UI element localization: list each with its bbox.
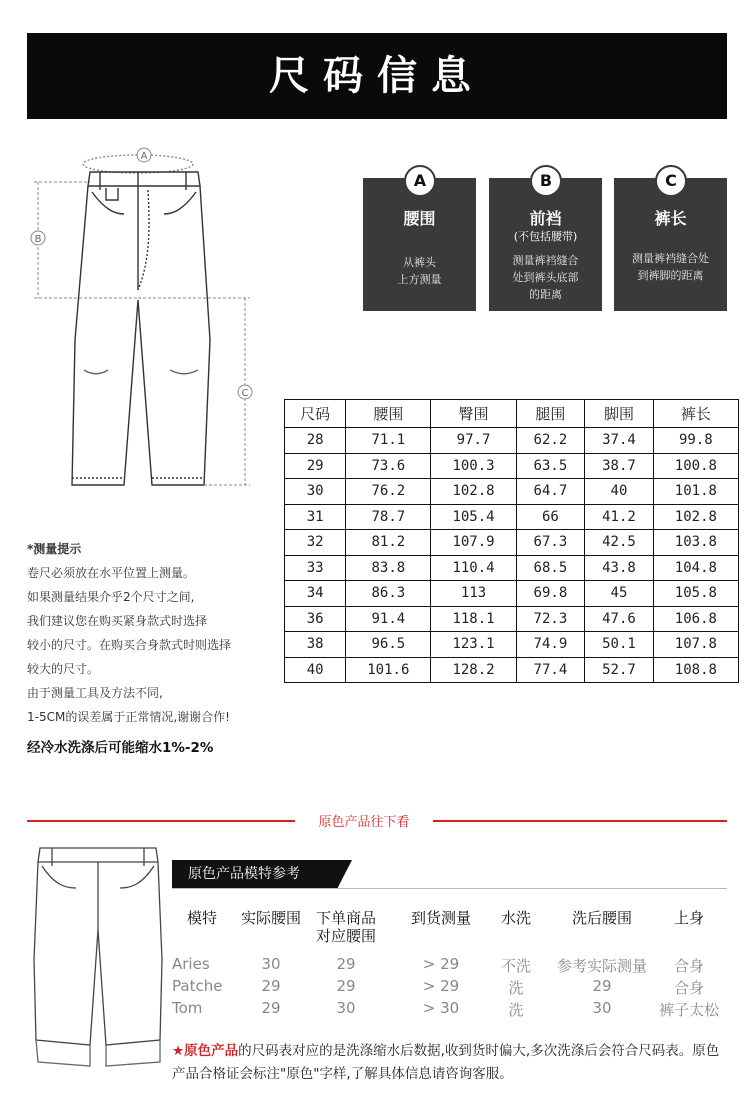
- size-row: [285, 428, 739, 454]
- size-cell: 71.1: [346, 428, 431, 454]
- size-row: [285, 453, 739, 479]
- model-ref-cell: 30: [592, 999, 612, 1017]
- measure-desc: 测量裤裆缝合处 到裤脚的距离: [632, 252, 709, 282]
- model-ref-cell: Tom: [172, 999, 203, 1017]
- label-b: B: [34, 234, 42, 245]
- col-size: 尺码: [285, 400, 346, 428]
- size-cell: 43.8: [585, 555, 654, 581]
- size-row: [285, 555, 739, 581]
- tip-line: 卷尺必须放在水平位置上测量。: [27, 566, 196, 580]
- size-cell: 105.8: [653, 581, 738, 607]
- tip-line: 较小的尺寸。在购买合身款式时则选择: [27, 638, 232, 652]
- size-cell: 107.9: [431, 530, 516, 556]
- size-cell: 83.8: [346, 555, 431, 581]
- size-cell: 123.1: [431, 632, 516, 658]
- size-cell: 100.8: [653, 453, 738, 479]
- tip-line: 较大的尺寸。: [27, 662, 100, 676]
- model-ref-title: 原色产品模特参考: [188, 866, 300, 882]
- model-ref-cell: 洗: [508, 979, 524, 997]
- raw-denim-jeans-sketch: [28, 840, 168, 1070]
- model-ref-cell: Aries: [172, 955, 210, 973]
- size-cell: 38: [285, 632, 346, 658]
- model-ref-cell: 29: [261, 977, 281, 995]
- size-cell: 73.6: [346, 453, 431, 479]
- measure-title: 裤长: [654, 209, 687, 228]
- model-ref-cell: 30: [261, 955, 281, 973]
- measure-title: 前裆: [529, 209, 562, 228]
- size-cell: 66: [516, 504, 585, 530]
- size-cell: 76.2: [346, 479, 431, 505]
- model-ref-header: 上身: [673, 909, 704, 927]
- page-title: 尺码信息: [269, 53, 485, 99]
- model-ref-cell: 29: [592, 977, 612, 995]
- model-ref-cell: 29: [336, 977, 356, 995]
- shrink-note: 经冷水洗涤后可能缩水1%-2%: [27, 740, 214, 756]
- size-cell: 96.5: [346, 632, 431, 658]
- size-cell: 64.7: [516, 479, 585, 505]
- col-hem: 脚围: [585, 400, 654, 428]
- size-cell: 67.3: [516, 530, 585, 556]
- size-cell: 77.4: [516, 657, 585, 683]
- size-cell: 32: [285, 530, 346, 556]
- jeans-measurement-diagram: [20, 140, 270, 500]
- size-cell: 68.5: [516, 555, 585, 581]
- model-ref-header: 实际腰围: [240, 909, 301, 927]
- size-row: [285, 581, 739, 607]
- footnote: [172, 1040, 732, 1086]
- tip-line: 我们建议您在购买紧身款式时选择: [27, 614, 208, 628]
- tip-line: 1-5CM的误差属于正常情况,谢谢合作!: [27, 710, 230, 724]
- divider-label: 原色产品往下看: [318, 815, 410, 830]
- divider-line-left: [27, 820, 295, 822]
- tip-line: 如果测量结果介乎2个尺寸之间,: [27, 590, 195, 604]
- model-ref-cell: 合身: [673, 957, 704, 975]
- size-row: [285, 504, 739, 530]
- size-cell: 36: [285, 606, 346, 632]
- size-row: [285, 530, 739, 556]
- size-cell: 102.8: [431, 479, 516, 505]
- size-cell: 47.6: [585, 606, 654, 632]
- measure-subtitle: (不包括腰带): [513, 230, 578, 243]
- size-cell: 74.9: [516, 632, 585, 658]
- label-c: C: [241, 388, 249, 399]
- size-cell: 38.7: [585, 453, 654, 479]
- size-cell: 31: [285, 504, 346, 530]
- model-ref-cell: 参考实际测量: [556, 957, 647, 975]
- measure-title: 腰围: [403, 209, 436, 228]
- size-cell: 102.8: [653, 504, 738, 530]
- size-cell: 101.8: [653, 479, 738, 505]
- size-cell: 33: [285, 555, 346, 581]
- size-cell: 105.4: [431, 504, 516, 530]
- model-ref-cell: 30: [336, 999, 356, 1017]
- measure-desc: 从裤头 上方测量: [397, 256, 442, 286]
- size-cell: 91.4: [346, 606, 431, 632]
- model-ref-cell: > 29: [422, 977, 460, 995]
- model-ref-header: 模特: [186, 909, 217, 927]
- size-row: [285, 606, 739, 632]
- size-cell: 86.3: [346, 581, 431, 607]
- model-ref-header: 到货测量: [410, 909, 471, 927]
- model-ref-cell: 合身: [673, 979, 704, 997]
- size-cell: 113: [431, 581, 516, 607]
- model-ref-cell: 29: [336, 955, 356, 973]
- col-hip: 臀围: [431, 400, 516, 428]
- label-a: A: [140, 151, 148, 162]
- size-cell: 28: [285, 428, 346, 454]
- size-cell: 110.4: [431, 555, 516, 581]
- size-row: [285, 479, 739, 505]
- size-cell: 103.8: [653, 530, 738, 556]
- size-cell: 100.3: [431, 453, 516, 479]
- divider-line-right: [433, 820, 727, 822]
- size-cell: 40: [585, 479, 654, 505]
- footnote-star: ★原色产品: [172, 1043, 239, 1059]
- size-cell: 108.8: [653, 657, 738, 683]
- measure-letter: A: [404, 165, 436, 197]
- size-cell: 101.6: [346, 657, 431, 683]
- measure-box-waist: [363, 171, 476, 311]
- model-ref-header: 洗后腰围: [571, 909, 632, 927]
- size-cell: 69.8: [516, 581, 585, 607]
- measure-desc: 测量裤裆缝合 处到裤头底部 的距离: [512, 254, 579, 301]
- size-row: [285, 632, 739, 658]
- model-ref-header: 下单商品 对应腰围: [316, 909, 377, 945]
- tip-line: 由于测量工具及方法不同,: [27, 686, 163, 700]
- size-cell: 81.2: [346, 530, 431, 556]
- measure-letter: C: [655, 165, 687, 197]
- size-row: [285, 657, 739, 683]
- size-cell: 30: [285, 479, 346, 505]
- size-cell: 40: [285, 657, 346, 683]
- model-ref-header: 水洗: [500, 909, 531, 927]
- size-cell: 62.2: [516, 428, 585, 454]
- model-ref-cell: 不洗: [500, 957, 531, 975]
- size-cell: 78.7: [346, 504, 431, 530]
- size-cell: 52.7: [585, 657, 654, 683]
- size-cell: 50.1: [585, 632, 654, 658]
- size-cell: 99.8: [653, 428, 738, 454]
- size-cell: 34: [285, 581, 346, 607]
- col-thigh: 腿围: [516, 400, 585, 428]
- size-cell: 41.2: [585, 504, 654, 530]
- tips-title: *测量提示: [27, 542, 82, 556]
- col-length: 裤长: [653, 400, 738, 428]
- size-cell: 29: [285, 453, 346, 479]
- measure-box-rise: [489, 171, 602, 311]
- measure-tips: [27, 537, 277, 729]
- model-ref-cell: Patche: [172, 977, 223, 995]
- measure-box-length: [614, 171, 727, 311]
- size-cell: 37.4: [585, 428, 654, 454]
- size-cell: 63.5: [516, 453, 585, 479]
- size-table: [284, 399, 739, 683]
- model-ref-rule: [172, 888, 727, 889]
- size-cell: 97.7: [431, 428, 516, 454]
- measure-letter: B: [530, 165, 562, 197]
- footnote-text: 的尺码表对应的是洗涤缩水后数据,收到货时偏大,多次洗涤后会符合尺码表。原色产品合格证会标注"原色"字样,了解具体信息请咨询客服。: [172, 1043, 720, 1082]
- size-cell: 107.8: [653, 632, 738, 658]
- size-table-header: [285, 400, 739, 428]
- size-cell: 118.1: [431, 606, 516, 632]
- model-ref-cell: > 29: [422, 955, 460, 973]
- size-cell: 106.8: [653, 606, 738, 632]
- size-cell: 72.3: [516, 606, 585, 632]
- size-cell: 42.5: [585, 530, 654, 556]
- model-ref-cell: > 30: [422, 999, 460, 1017]
- model-ref-cell: 29: [261, 999, 281, 1017]
- size-cell: 45: [585, 581, 654, 607]
- size-cell: 104.8: [653, 555, 738, 581]
- col-waist: 腰围: [346, 400, 431, 428]
- size-cell: 128.2: [431, 657, 516, 683]
- model-ref-cell: 裤子太松: [659, 1001, 720, 1019]
- model-ref-cell: 洗: [508, 1001, 524, 1019]
